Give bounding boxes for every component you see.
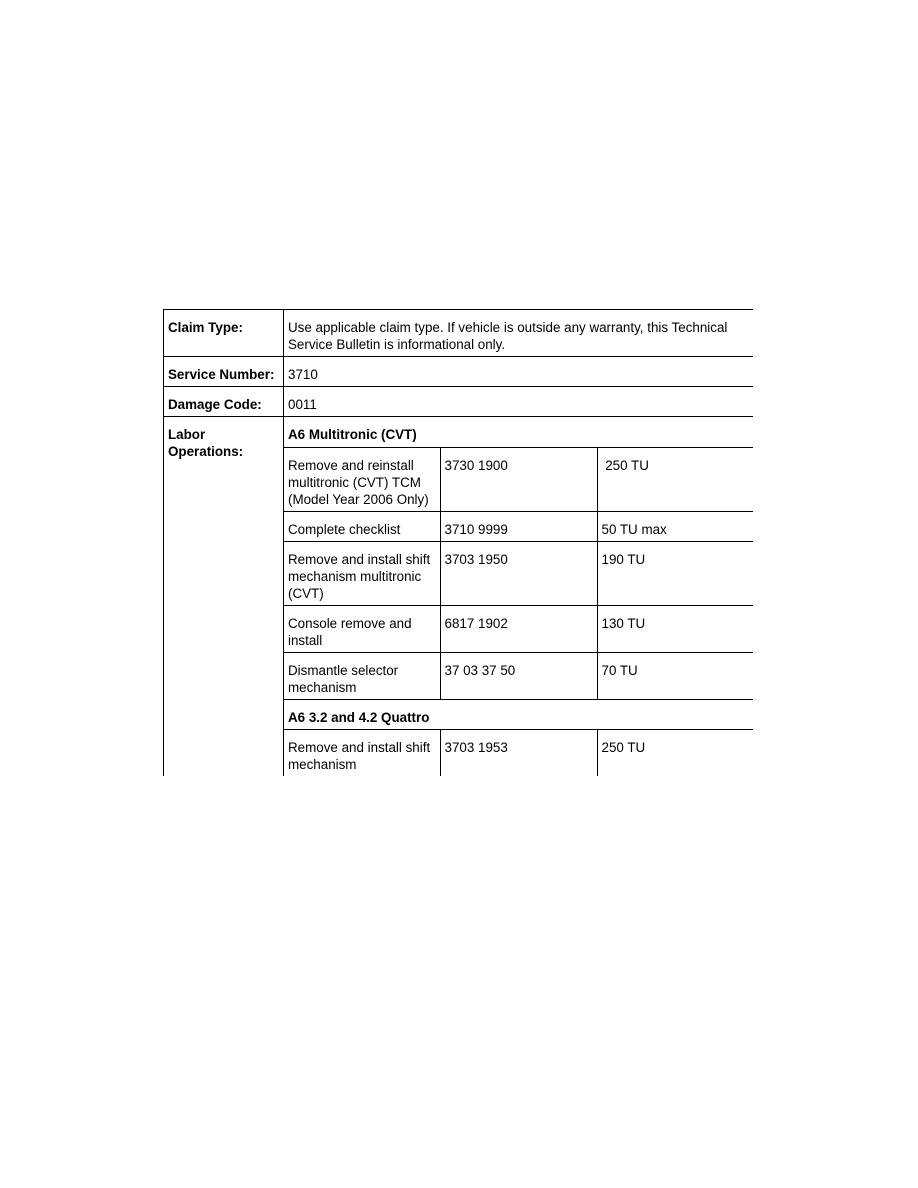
labor-operation-code: 6817 1902 — [440, 605, 597, 652]
labor-operation-time: 50 TU max — [597, 511, 753, 541]
labor-operations-table — [284, 417, 753, 776]
labor-operation-code: 3730 1900 — [440, 447, 597, 511]
claim-type-value: Use applicable claim type. If vehicle is outside any warranty, this Technical Service Bulletin is informational only. — [284, 310, 754, 357]
claim-info-table — [163, 309, 753, 776]
labor-operation-code: 37 03 37 50 — [440, 652, 597, 699]
labor-operation-time: 190 TU — [597, 541, 753, 605]
labor-info-table-wrapper — [163, 309, 753, 776]
labor-operations-row — [164, 417, 754, 777]
claim-type-row — [164, 310, 754, 357]
damage-code-value: 0011 — [284, 387, 754, 417]
labor-operation-description: Dismantle selector mechanism — [284, 652, 440, 699]
labor-operation-code: 3703 1950 — [440, 541, 597, 605]
labor-operation-description: Remove and install shift mechanism — [284, 729, 440, 776]
labor-operation-time: 250 TU — [597, 447, 753, 511]
labor-operation-code: 3703 1953 — [440, 729, 597, 776]
labor-operation-row — [284, 447, 753, 511]
labor-operation-time: 250 TU — [597, 729, 753, 776]
labor-group-header-row — [284, 417, 753, 447]
service-number-label: Service Number: — [164, 357, 284, 387]
labor-operation-description: Remove and reinstall multitronic (CVT) TCM (Model Year 2006 Only) — [284, 447, 440, 511]
labor-operation-time: 70 TU — [597, 652, 753, 699]
claim-type-label: Claim Type: — [164, 310, 284, 357]
labor-operations-cell — [284, 417, 754, 777]
service-number-value: 3710 — [284, 357, 754, 387]
labor-operation-description: Remove and install shift mechanism multitronic (CVT) — [284, 541, 440, 605]
labor-operation-code: 3710 9999 — [440, 511, 597, 541]
service-number-row — [164, 357, 754, 387]
labor-group-header-row — [284, 699, 753, 729]
labor-operation-row — [284, 605, 753, 652]
damage-code-label: Damage Code: — [164, 387, 284, 417]
labor-operation-row — [284, 541, 753, 605]
labor-group-title: A6 3.2 and 4.2 Quattro — [284, 699, 753, 729]
damage-code-row — [164, 387, 754, 417]
labor-operation-row — [284, 511, 753, 541]
labor-operation-row — [284, 652, 753, 699]
labor-operation-time: 130 TU — [597, 605, 753, 652]
labor-group-title: A6 Multitronic (CVT) — [288, 427, 417, 442]
labor-operations-label: Labor Operations: — [164, 417, 284, 777]
labor-operation-description: Complete checklist — [284, 511, 440, 541]
labor-operation-description: Console remove and install — [284, 605, 440, 652]
labor-operation-row — [284, 729, 753, 776]
